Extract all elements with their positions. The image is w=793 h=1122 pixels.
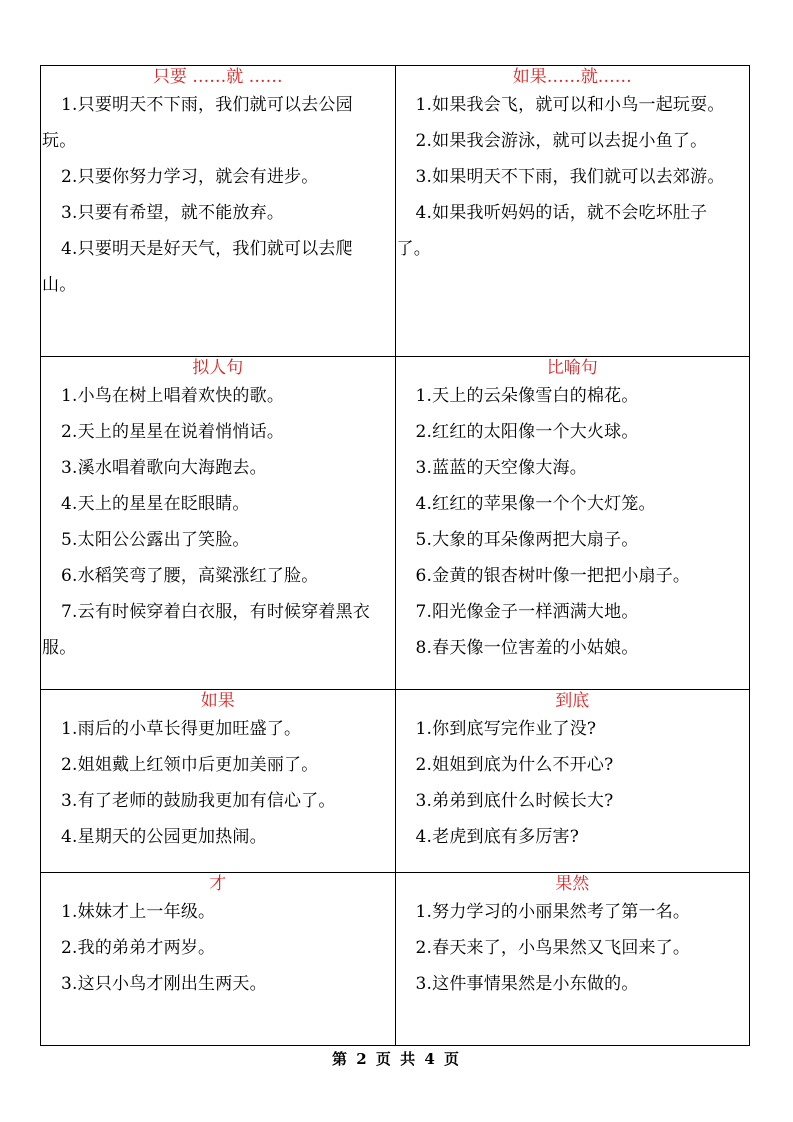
sentence-item: 3.有了老师的鼓励我更加有信心了。	[61, 791, 336, 811]
section-heading: 才	[209, 874, 227, 894]
sentence-item: 7.云有时候穿着白衣服，有时候穿着黑衣服。	[42, 602, 371, 658]
section-heading: 比喻句	[546, 358, 598, 378]
sentence-item: 3.蓝蓝的天空像大海。	[415, 458, 587, 478]
section-cell	[395, 66, 750, 357]
sentence-item: 1.你到底写完作业了没?	[415, 719, 597, 739]
section-heading: 拟人句	[192, 358, 244, 378]
sentence-item: 6.金黄的银杏树叶像一把把小扇子。	[415, 566, 691, 586]
section-heading: 如果……就……	[512, 67, 632, 87]
section-heading: 果然	[555, 874, 590, 894]
sentence-item: 3.这只小鸟才刚出生两天。	[61, 974, 267, 994]
table-row	[41, 66, 750, 357]
section-cell	[395, 357, 750, 690]
table-row	[41, 690, 750, 873]
sentence-item: 2.红红的太阳像一个大火球。	[415, 422, 639, 442]
sentence-item: 2.春天来了，小鸟果然又飞回来了。	[415, 938, 691, 958]
sentence-item: 2.姐姐到底为什么不开心?	[415, 755, 614, 775]
section-cell	[41, 357, 396, 690]
page-footer: 第 2 页 共 4 页	[332, 1050, 461, 1068]
sentence-item: 3.溪水唱着歌向大海跑去。	[61, 458, 267, 478]
table-row	[41, 357, 750, 690]
sentence-item: 8.春天像一位害羞的小姑娘。	[415, 638, 639, 658]
sentence-item: 4.星期天的公园更加热闹。	[61, 827, 267, 847]
sentence-item: 1.只要明天不下雨，我们就可以去公园玩。	[42, 95, 353, 151]
sentence-item: 5.大象的耳朵像两把大扇子。	[415, 530, 639, 550]
sentence-item: 1.天上的云朵像雪白的棉花。	[415, 386, 639, 406]
section-cell	[395, 873, 750, 1046]
sentence-table	[40, 65, 750, 1046]
sentence-item: 5.太阳公公露出了笑脸。	[61, 530, 250, 550]
sentence-item: 1.努力学习的小丽果然考了第一名。	[415, 902, 691, 922]
section-heading: 到底	[555, 691, 590, 711]
sentence-item: 7.阳光像金子一样洒满大地。	[415, 602, 639, 622]
section-cell	[41, 690, 396, 873]
sentence-item: 4.红红的苹果像一个个大灯笼。	[415, 494, 656, 514]
sentence-item: 2.我的弟弟才两岁。	[61, 938, 216, 958]
sentence-item: 2.只要你努力学习，就会有进步。	[61, 167, 319, 187]
section-cell	[41, 873, 396, 1046]
sentence-item: 3.弟弟到底什么时候长大?	[415, 791, 614, 811]
sentence-item: 6.水稻笑弯了腰，高粱涨红了脸。	[61, 566, 319, 586]
sentence-item: 4.只要明天是好天气，我们就可以去爬山。	[42, 239, 353, 295]
table-row	[41, 873, 750, 1046]
sentence-item: 1.雨后的小草长得更加旺盛了。	[61, 719, 302, 739]
section-cell	[395, 690, 750, 873]
sentence-item: 4.天上的星星在眨眼睛。	[61, 494, 250, 514]
sentence-item: 1.妹妹才上一年级。	[61, 902, 216, 922]
sentence-item: 2.天上的星星在说着悄悄话。	[61, 422, 285, 442]
sentence-item: 4.老虎到底有多厉害?	[415, 827, 580, 847]
section-heading: 如果	[200, 691, 235, 711]
sentence-item: 2.姐姐戴上红领巾后更加美丽了。	[61, 755, 319, 775]
sentence-item: 1.小鸟在树上唱着欢快的歌。	[61, 386, 285, 406]
sentence-item: 2.如果我会游泳，就可以去捉小鱼了。	[415, 131, 708, 151]
sentence-item: 1.如果我会飞，就可以和小鸟一起玩耍。	[415, 95, 725, 115]
sentence-item: 3.这件事情果然是小东做的。	[415, 974, 639, 994]
sentence-item: 3.如果明天不下雨，我们就可以去郊游。	[415, 167, 725, 187]
sentence-item: 4.如果我听妈妈的话，就不会吃坏肚子了。	[396, 203, 708, 259]
section-heading: 只要 ……就 ……	[152, 67, 283, 87]
section-cell	[41, 66, 396, 357]
sentence-item: 3.只要有希望，就不能放弃。	[61, 203, 285, 223]
